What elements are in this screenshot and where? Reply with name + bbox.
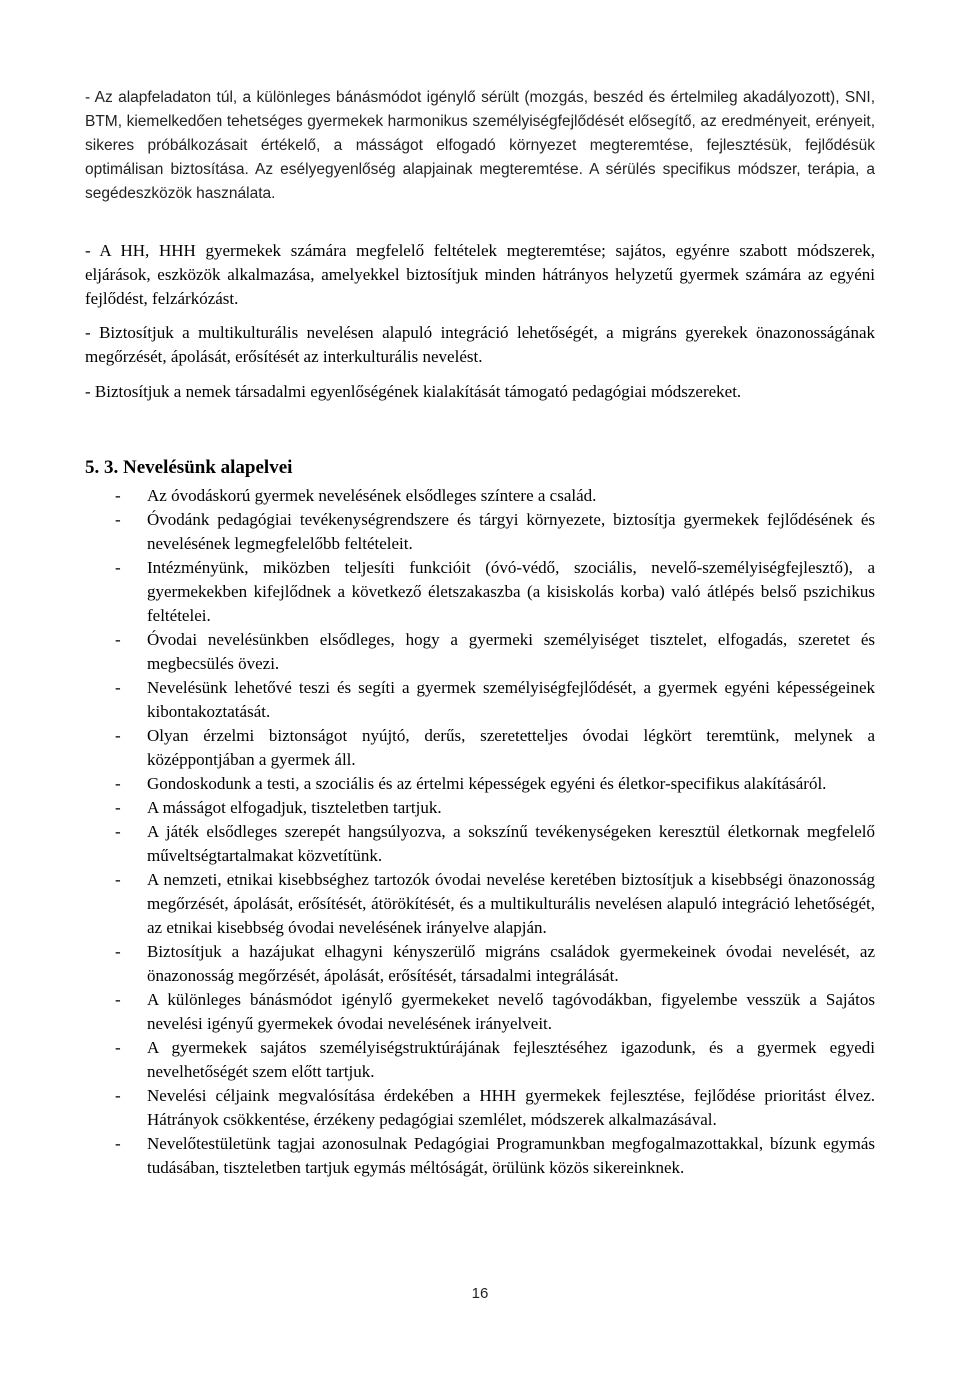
- list-item: - A másságot elfogadjuk, tiszteletben tartjuk.: [85, 796, 875, 820]
- list-item: - A gyermekek sajátos személyiségstruktúrájának fejlesztéséhez igazodunk, és a gyermek egyedi nevelhetőségét szem előtt tartjuk.: [115, 1038, 875, 1081]
- list-bullet-dash: -: [115, 774, 121, 793]
- page-number: 16: [471, 1285, 489, 1302]
- list-item: - Óvodai nevelésünkben elsődleges, hogy a gyermeki személyiséget tisztelet, elfogadás, szeretet és megbecsülés övezi.: [115, 630, 875, 673]
- list-item: - Az óvodáskorú gyermek nevelésének elsődleges színtere a család.: [85, 484, 875, 508]
- intro-paragraph-special-needs: - Az alapfeladaton túl, a különleges bánásmódot igénylő sérült (mozgás, beszéd és értelmileg akadályozott), SNI, BTM, kiemelkedően tehetséges gyermekek harmonikus személyiségfejlődését elősegítő, az eredményeit, erényeit, sikeres próbálkozásait értékelő, a másságot elfogadó környezet megteremtése, fejlesztésük, fejlődésük optimálisan biztosítása. Az esélyegyenlőség alapjainak megteremtése. A sérülés specifikus módszer, terápia, a segédeszközök használata.: [85, 89, 875, 202]
- list-item: - Nevelésünk lehetővé teszi és segíti a gyermek személyiségfejlődését, a gyermek egyéni képességeinek kibontakoztatását.: [115, 678, 875, 721]
- list-bullet-dash: -: [115, 990, 121, 1009]
- list-item: - A különleges bánásmódot igénylő gyermekeket nevelő tagóvodákban, figyelembe vesszük a Sajátos nevelési igényű gyermekek óvodai nevelésének irányelveit.: [115, 990, 875, 1033]
- list-bullet-dash: -: [115, 942, 121, 961]
- list-bullet-dash: -: [115, 798, 121, 817]
- list-bullet-dash: -: [115, 510, 121, 529]
- list-bullet-dash: -: [115, 630, 121, 649]
- section-number: 5. 3.: [85, 457, 119, 478]
- principles-list: [85, 484, 875, 1180]
- list-item: - Óvodánk pedagógiai tevékenységrendszere és tárgyi környezete, biztosítja gyermekek fejlődésének és nevelésének legmegfelelőbb feltételeit.: [115, 510, 875, 553]
- intro-paragraph-hh-hhh: - A HH, HHH gyermekek számára megfelelő feltételek megteremtése; sajátos, egyénre szabott módszerek, eljárások, eszközök alkalmazása, amelyekkel biztosítjuk minden hátrányos helyzetű gyermek számára az egyéni fejlődést, felzárkózást.: [85, 241, 875, 308]
- list-item: - Nevelőtestületünk tagjai azonosulnak Pedagógiai Programunkban megfogalmazottakkal, bízunk egymás tudásában, tiszteletben tartjuk egymás méltóságát, örülünk közös sikereinknek.: [115, 1134, 875, 1177]
- list-bullet-dash: -: [115, 1134, 121, 1153]
- list-item: - A nemzeti, etnikai kisebbséghez tartozók óvodai nevelése keretében biztosítjuk a kisebbségi önazonosság megőrzését, ápolását, erősítését, átörökítését, és a multikulturális nevelésen alapuló integráció lehetőségét, az etnikai kisebbség óvodai nevelésének irányelve alapján.: [115, 870, 875, 937]
- list-bullet-dash: -: [115, 726, 121, 745]
- list-item: - Gondoskodunk a testi, a szociális és az értelmi képességek egyéni és életkor-specifikus alakításáról.: [85, 772, 875, 796]
- list-item: - Intézményünk, miközben teljesíti funkcióit (óvó-védő, szociális, nevelő-személyiségfejlesztő), a gyermekekben kifejlődnek a következő életszakaszba (a kisiskolás korba) való átlépés belső pszichikus feltételei.: [115, 558, 875, 625]
- list-bullet-dash: -: [115, 870, 121, 889]
- section-heading: [85, 455, 292, 481]
- list-bullet-dash: -: [115, 1086, 121, 1105]
- list-item: - A játék elsődleges szerepét hangsúlyozva, a sokszínű tevékenységeken keresztül életkornak megfelelő műveltségtartalmakat közvetítünk.: [115, 822, 875, 865]
- list-bullet-dash: -: [115, 678, 121, 697]
- section-title: Nevelésünk alapelvei: [123, 457, 293, 478]
- intro-paragraph-gender-equality: - Biztosítjuk a nemek társadalmi egyenlőségének kialakítását támogató pedagógiai módszereket.: [85, 382, 742, 401]
- list-bullet-dash: -: [115, 558, 121, 577]
- list-item: - Biztosítjuk a hazájukat elhagyni kényszerülő migráns családok gyermekeinek óvodai nevelését, az önazonosság megőrzését, ápolását, erősítését, társadalmi integrálását.: [115, 942, 875, 985]
- list-bullet-dash: -: [115, 486, 121, 505]
- list-bullet-dash: -: [115, 1038, 121, 1057]
- list-item: - Nevelési céljaink megvalósítása érdekében a HHH gyermekek fejlesztése, fejlődése prioritást élvez. Hátrányok csökkentése, érzékeny pedagógiai szemlélet, módszerek alkalmazásával.: [115, 1086, 875, 1129]
- list-item: - Olyan érzelmi biztonságot nyújtó, derűs, szeretetteljes óvodai légkört teremtünk, melynek a középpontjában a gyermek áll.: [115, 726, 875, 769]
- intro-paragraph-multicultural: - Biztosítjuk a multikulturális nevelésen alapuló integráció lehetőségét, a migráns gyerekek önazonosságának megőrzését, ápolását, erősítését az interkulturális nevelést.: [85, 323, 875, 366]
- list-bullet-dash: -: [115, 822, 121, 841]
